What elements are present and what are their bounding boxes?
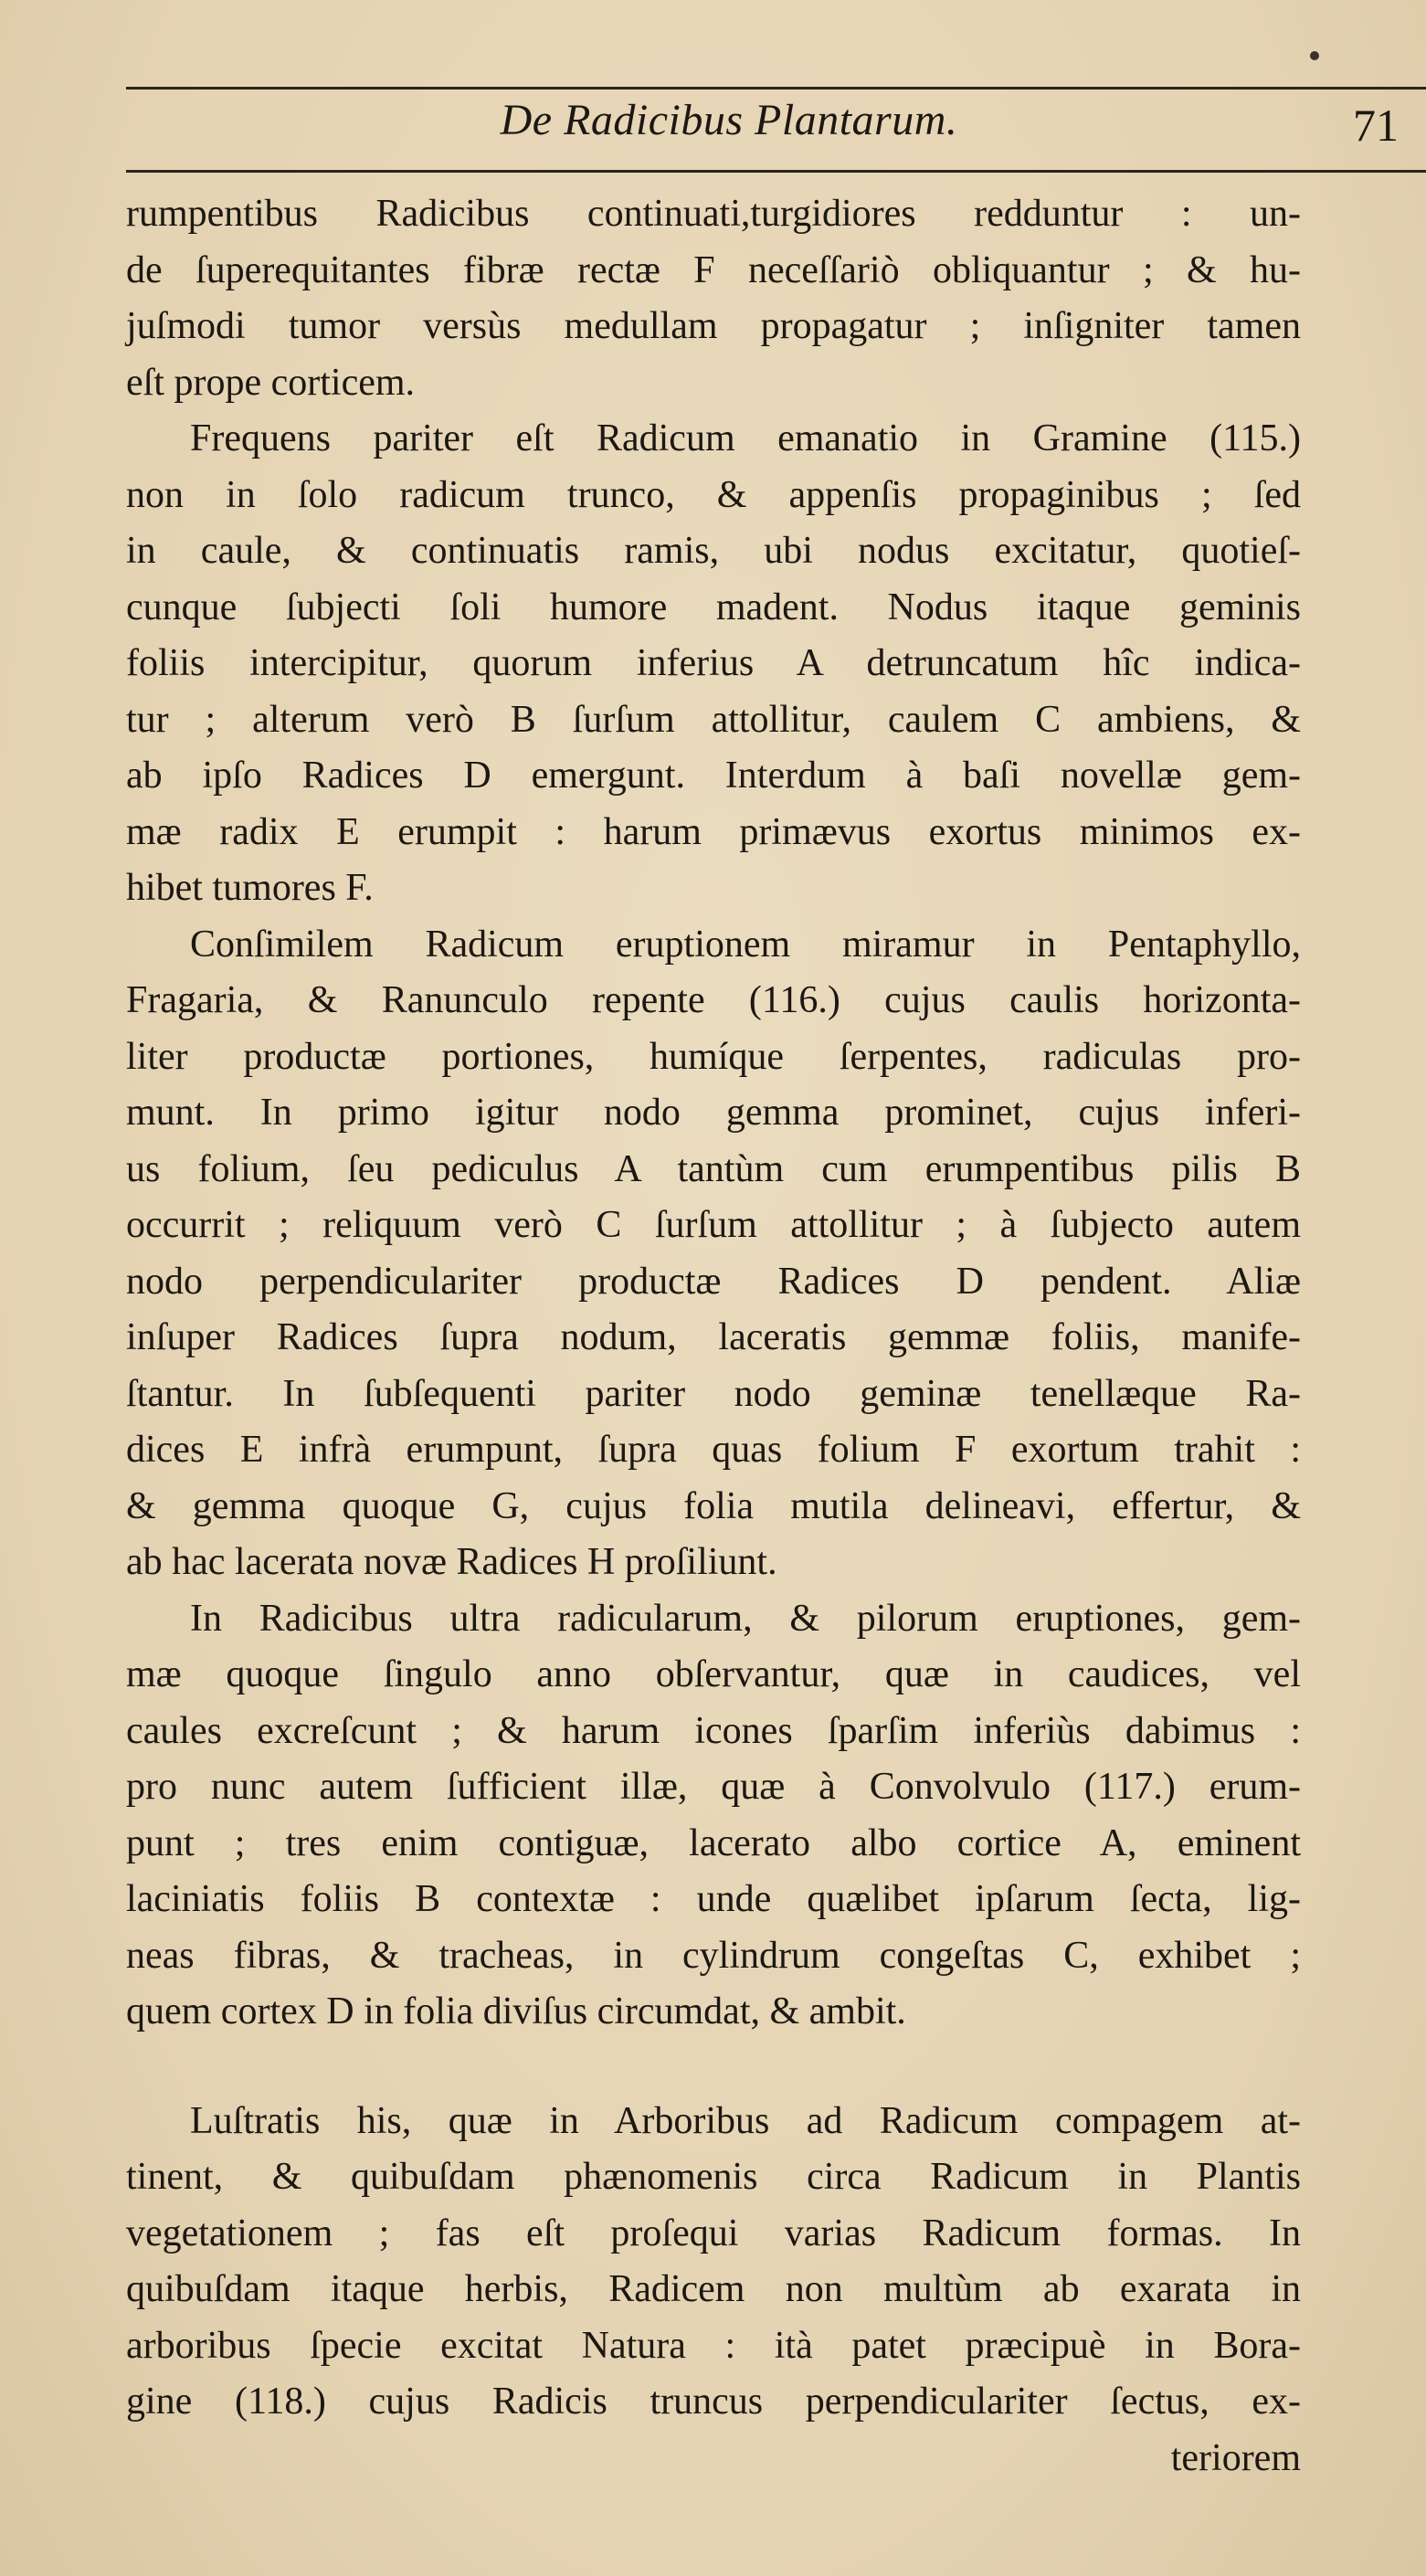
text-line: Conſimilem Radicum eruptionem miramur in Pentaphyllo,	[190, 923, 1301, 966]
text-line: non in ſolo radicum trunco, & appenſis propaginibus ; ſed	[126, 473, 1301, 516]
text-line: pro nunc autem ſufficient illæ, quæ à Convolvulo (117.) erum-	[126, 1766, 1301, 1808]
running-head	[126, 95, 1426, 159]
ink-speck	[1310, 51, 1319, 60]
running-title: De Radicibus Plantarum.	[500, 96, 958, 144]
body-text	[126, 186, 1301, 2486]
text-line: tinent, & quibuſdam phænomenis circa Radicum in Plantis	[126, 2156, 1301, 2198]
text-line: mæ quoque ſingulo anno obſervantur, quæ in caudices, vel	[126, 1653, 1301, 1695]
text-line: punt ; tres enim contiguæ, lacerato albo cortice A, eminent	[126, 1821, 1301, 1864]
text-line: caules excreſcunt ; & harum icones ſparſim inferiùs dabimus :	[126, 1709, 1301, 1752]
text-line: ab ipſo Radices D emergunt. Interdum à baſi novellæ gem-	[126, 755, 1301, 797]
text-line: ab hac lacerata novæ Radices H proſiliunt.	[126, 1541, 777, 1583]
text-line: nodo perpendiculariter productæ Radices D pendent. Aliæ	[126, 1260, 1301, 1303]
text-line: foliis intercipitur, quorum inferius A detruncatum hîc indica-	[126, 642, 1301, 684]
text-line: arboribus ſpecie excitat Natura : ità patet præcipuè in Bora-	[126, 2324, 1301, 2367]
header-rule-top	[126, 87, 1426, 90]
text-line: munt. In primo igitur nodo gemma prominet, cujus inferi-	[126, 1092, 1301, 1134]
text-line: tur ; alterum verò B ſurſum attollitur, caulem C ambiens, &	[126, 698, 1301, 741]
text-line: neas fibras, & tracheas, in cylindrum congeſtas C, exhibet ;	[126, 1934, 1301, 1977]
text-line: vegetationem ; fas eſt proſequi varias Radicum formas. In	[126, 2212, 1301, 2254]
text-line: in caule, & continuatis ramis, ubi nodus excitatur, quotieſ-	[126, 530, 1301, 572]
paragraph	[126, 917, 1301, 1591]
section-gap	[126, 2041, 1301, 2094]
text-line: & gemma quoque G, cujus folia mutila delineavi, effertur, &	[126, 1484, 1301, 1527]
text-line: Luſtratis his, quæ in Arboribus ad Radicum compagem at-	[190, 2099, 1301, 2142]
text-line: juſmodi tumor versùs medullam propagatur ; inſigniter tamen	[126, 305, 1301, 347]
text-line: mæ radix E erumpit : harum primævus exortus minimos ex-	[126, 810, 1301, 853]
text-line: laciniatis foliis B contextæ : unde quælibet ipſarum ſecta, lig-	[126, 1878, 1301, 1920]
text-line: occurrit ; reliquum verò C ſurſum attollitur ; à ſubjecto autem	[126, 1204, 1301, 1246]
text-line: Fragaria, & Ranunculo repente (116.) cujus caulis horizonta-	[126, 979, 1301, 1021]
paragraph	[126, 2094, 1301, 2431]
text-line: us folium, ſeu pediculus A tantùm cum erumpentibus pilis B	[126, 1147, 1301, 1190]
text-line: inſuper Radices ſupra nodum, laceratis gemmæ foliis, manife-	[126, 1316, 1301, 1358]
text-line: Frequens pariter eſt Radicum emanatio in Gramine (115.)	[190, 417, 1301, 459]
text-line: cunque ſubjecti ſoli humore madent. Nodus itaque geminis	[126, 586, 1301, 628]
catchword: teriorem	[1170, 2436, 1301, 2479]
text-line: liter productæ portiones, humíque ſerpentes, radiculas pro-	[126, 1035, 1301, 1078]
text-line: rumpentibus Radicibus continuati,turgidiores redduntur : un-	[126, 193, 1301, 235]
text-line: quem cortex D in folia diviſus circumdat, & ambit.	[126, 1990, 906, 2032]
paragraph	[126, 411, 1301, 917]
text-line: In Radicibus ultra radicularum, & pilorum eruptiones, gem-	[190, 1597, 1301, 1640]
text-line: quibuſdam itaque herbis, Radicem non multùm ab exarata in	[126, 2268, 1301, 2310]
text-line: gine (118.) cujus Radicis truncus perpendiculariter ſectus, ex-	[126, 2381, 1301, 2423]
text-line: de ſuperequitantes fibræ rectæ F neceſſariò obliquantur ; & hu-	[126, 248, 1301, 291]
header-rule-bottom	[126, 170, 1426, 173]
page-number: 71	[1353, 100, 1399, 151]
text-line: eſt prope corticem.	[126, 361, 416, 404]
text-line: dices E infrà erumpunt, ſupra quas folium F exortum trahit :	[126, 1429, 1301, 1471]
text-line: ſtantur. In ſubſequenti pariter nodo geminæ tenellæque Ra-	[126, 1372, 1301, 1415]
text-line: hibet tumores F.	[126, 867, 374, 909]
paragraph	[126, 186, 1301, 411]
paragraph	[126, 1591, 1301, 2041]
